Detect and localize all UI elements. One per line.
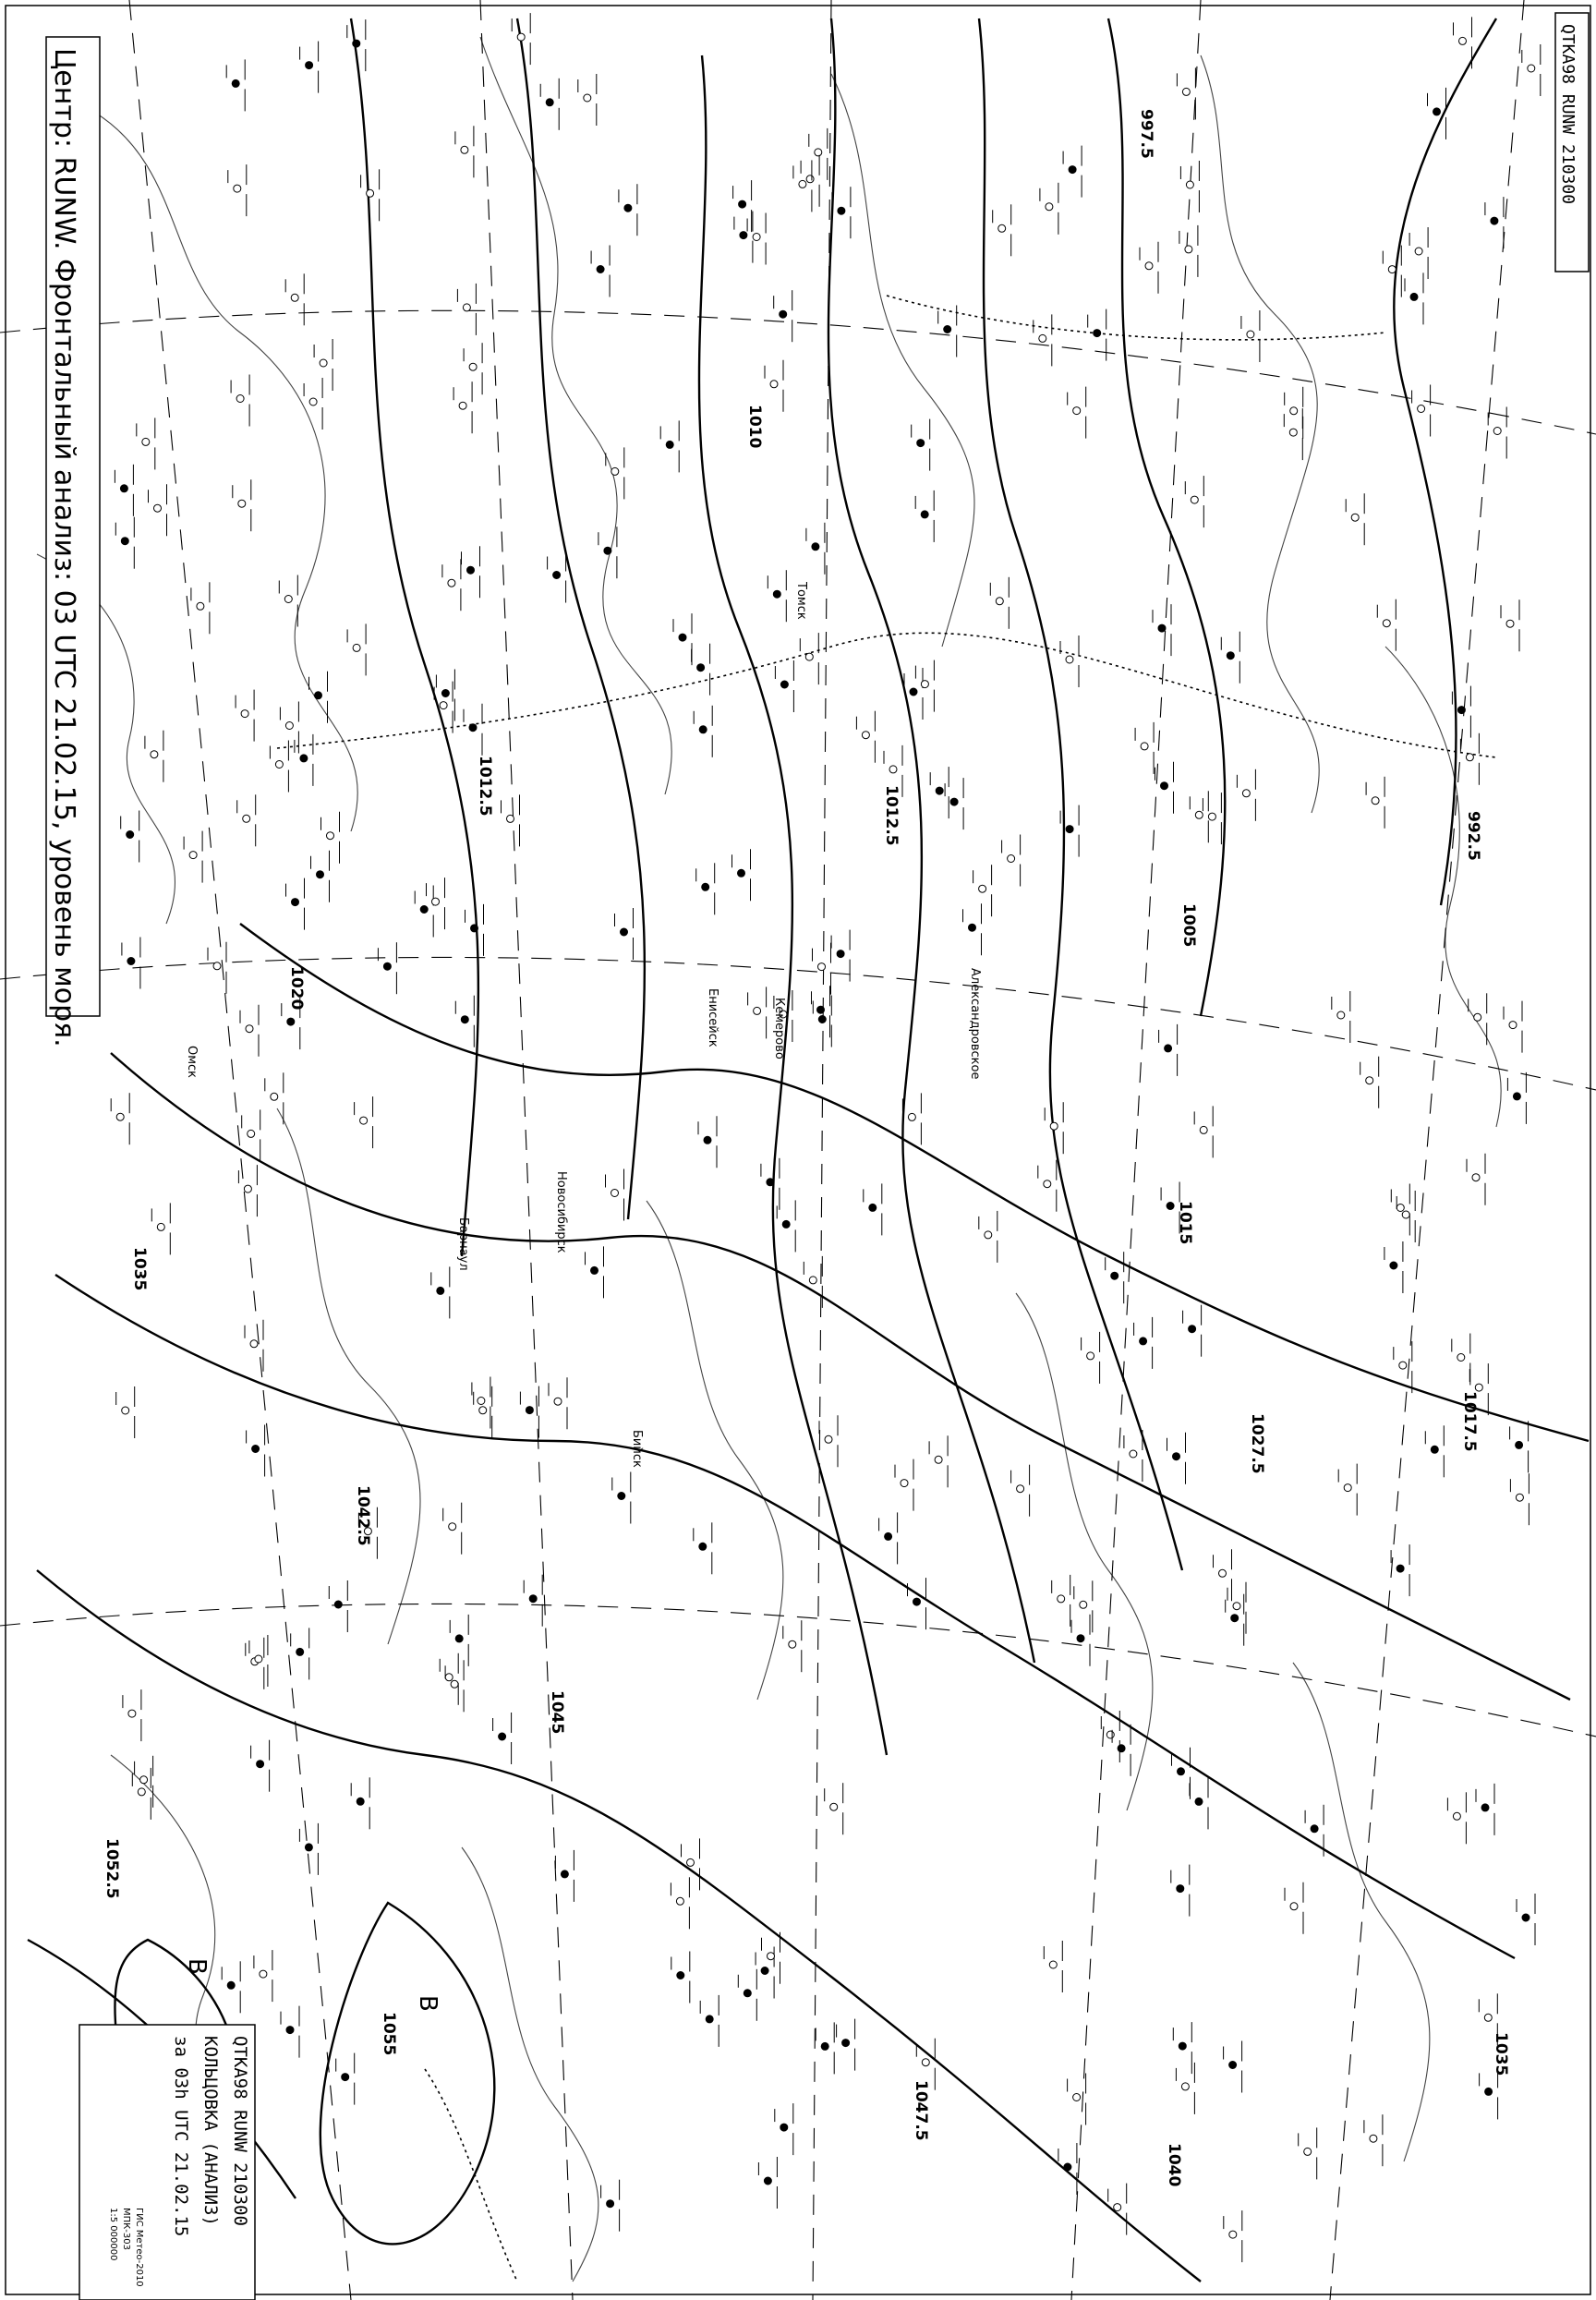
station-plot: [453, 381, 472, 433]
station-plot: [732, 849, 751, 901]
station-plot: [145, 731, 163, 782]
isobar-label: 1035: [1492, 2032, 1510, 2076]
station-plot: [692, 644, 710, 696]
isobars: [28, 18, 1589, 2282]
isobar-label: 1055: [380, 2012, 398, 2056]
station-plot: [1058, 2143, 1077, 2195]
station-plot: [761, 1158, 780, 1210]
station-plot: [450, 1615, 468, 1666]
stamp-line-3: за 03h UTC 21.02.15: [171, 2036, 191, 2237]
station-plot: [304, 378, 322, 430]
isobar-label: 1045: [548, 1690, 566, 1735]
station-plot: [265, 1072, 284, 1124]
station-plot: [1391, 1184, 1409, 1236]
header-code: QTKA98 RUNW 210300: [1558, 24, 1578, 205]
station-plot: [1405, 272, 1423, 324]
station-plot: [1522, 44, 1541, 96]
station-plot: [747, 213, 766, 265]
station-plot: [591, 246, 610, 297]
station-plot: [1190, 791, 1208, 842]
station-plot: [1052, 1575, 1070, 1627]
station-plot: [660, 420, 679, 472]
station-plot: [1452, 1334, 1470, 1386]
station-plot: [1038, 1160, 1057, 1212]
station-plot: [1409, 227, 1428, 279]
station-plot: [606, 1169, 624, 1221]
station-plot: [1510, 1473, 1529, 1525]
station-plot: [184, 831, 202, 883]
station-plot: [1467, 1154, 1485, 1205]
station-plot: [415, 886, 433, 938]
station-plot: [281, 2006, 299, 2058]
station-plot: [929, 1435, 948, 1487]
station-plot: [540, 79, 559, 130]
station-plot: [1447, 1792, 1466, 1844]
station-plot: [1476, 1784, 1494, 1835]
station-plot: [242, 1109, 260, 1161]
station-plot: [1377, 599, 1396, 651]
isobar-label: 1052.5: [103, 1838, 121, 1899]
station-plot: [1299, 2127, 1317, 2179]
isobar-label: 1005: [1179, 903, 1198, 948]
station-plot: [765, 360, 783, 412]
station-plot: [993, 204, 1011, 256]
place-label: Томск: [794, 582, 808, 620]
isobar-label: 1017.5: [1460, 1391, 1479, 1452]
place-label: Александровское: [968, 968, 982, 1080]
isobar-label: 1027.5: [1248, 1413, 1266, 1474]
isobar-label: 992.5: [1464, 811, 1482, 861]
station-plot: [768, 570, 786, 622]
stamp-box: [79, 2025, 255, 2300]
isobar-label: 997.5: [1137, 109, 1155, 159]
station-plot: [832, 187, 851, 238]
station-plot: [945, 778, 963, 829]
station-plot: [1135, 722, 1154, 774]
station-plot: [548, 551, 566, 603]
station-plot: [1366, 777, 1384, 829]
station-plot: [1190, 1777, 1208, 1829]
header-code-box: [1555, 13, 1589, 272]
station-plot: [915, 660, 934, 712]
station-plot: [137, 418, 155, 469]
station-plot: [347, 19, 366, 71]
station-plot: [619, 184, 637, 236]
station-plot: [990, 577, 1009, 629]
station-plot: [775, 660, 793, 712]
station-plot: [336, 2053, 355, 2105]
station-plot: [908, 1578, 926, 1629]
station-plot: [1002, 835, 1021, 887]
place-label: Новосибирск: [554, 1171, 568, 1253]
station-plot: [606, 447, 624, 499]
station-plot: [1112, 1725, 1130, 1776]
station-plot: [1063, 146, 1082, 198]
station-plot: [774, 290, 792, 342]
station-plot: [694, 1522, 712, 1574]
station-plot: [671, 1877, 689, 1929]
station-plot: [1224, 2210, 1242, 2262]
station-plot: [1203, 793, 1221, 844]
station-plot: [837, 2019, 855, 2071]
place-label: Кемерово: [772, 998, 786, 1059]
stamp-line-1: QTKA98 RUNW 210300: [230, 2036, 250, 2226]
station-plot: [237, 794, 256, 846]
station-plot: [455, 996, 474, 1047]
title-box: [46, 37, 100, 1047]
station-plot: [351, 1777, 369, 1829]
station-plot: [238, 1165, 257, 1217]
station-plot: [1167, 1433, 1186, 1484]
station-plot: [254, 1950, 272, 2002]
station-plot: [748, 987, 767, 1038]
station-plot: [464, 343, 482, 394]
station-plot: [879, 1512, 898, 1564]
place-label: Барнаул: [456, 1217, 470, 1271]
chart-title: Центр: RUNW. Фронтальный анализ: 03 UTC 21.02.15, уровень моря.: [48, 48, 80, 1047]
station-plot: [806, 523, 825, 575]
high-center-label: B: [414, 1995, 441, 2012]
station-plot: [825, 1783, 843, 1834]
station-plot: [1510, 1421, 1529, 1472]
station-plot: [1237, 769, 1255, 821]
isobar-label: 1012.5: [882, 785, 901, 846]
station-plot: [347, 623, 366, 675]
station-plot: [963, 903, 982, 955]
station-plot: [1011, 1465, 1030, 1517]
station-plot: [904, 668, 923, 720]
station-plot: [280, 702, 298, 754]
station-plot: [733, 180, 752, 232]
station-plot: [1194, 1106, 1213, 1157]
station-plot: [1214, 1549, 1232, 1601]
station-plot: [512, 13, 530, 65]
station-plot: [1171, 1865, 1190, 1917]
station-plot: [474, 1386, 492, 1438]
station-plot: [1071, 1615, 1090, 1666]
station-plot: [291, 1628, 309, 1679]
station-plot: [311, 851, 330, 902]
isobar-label: 1020: [287, 966, 306, 1011]
station-plot: [819, 1415, 838, 1467]
station-plot: [856, 711, 875, 763]
isobar-label: 1047.5: [912, 2080, 930, 2141]
station-plot: [502, 794, 520, 846]
station-plot: [1185, 476, 1203, 527]
station-plot: [1396, 1191, 1415, 1242]
station-plot: [1060, 636, 1079, 687]
station-plot: [762, 1932, 780, 1984]
station-plot: [1153, 604, 1171, 656]
station-plot: [226, 59, 245, 111]
station-plot: [1173, 2022, 1191, 2074]
station-plot: [1183, 1305, 1202, 1357]
station-plot: [1507, 1072, 1526, 1124]
station-plot: [973, 865, 992, 916]
station-plot: [208, 942, 226, 994]
station-plot: [895, 1459, 913, 1511]
station-plot: [694, 706, 712, 757]
station-plot: [700, 1995, 719, 2047]
station-plot: [329, 1580, 347, 1632]
station-plot: [1045, 1102, 1063, 1154]
station-plot: [236, 690, 254, 742]
station-plot: [228, 164, 247, 216]
station-plot: [912, 419, 930, 471]
station-plot: [1140, 242, 1158, 294]
isobar-label: 1035: [130, 1247, 149, 1291]
station-plot: [938, 306, 957, 357]
station-plot: [1346, 493, 1364, 545]
station-plot: [804, 1256, 822, 1308]
station-plot: [233, 479, 251, 531]
station-plot: [734, 212, 753, 263]
station-plot: [151, 1203, 170, 1254]
station-plot: [1360, 1057, 1379, 1108]
station-plot: [222, 1961, 240, 2013]
station-plot: [673, 613, 692, 665]
station-plot: [698, 1116, 717, 1168]
station-plot: [1179, 225, 1198, 277]
station-plot: [1485, 197, 1504, 248]
station-plot: [149, 484, 167, 536]
station-plot: [520, 1386, 538, 1438]
stamp-line-4: ГИС Метео-2010: [134, 2208, 144, 2287]
station-plot: [279, 575, 297, 627]
map-labels: [103, 109, 1510, 2186]
station-plot: [1159, 1024, 1178, 1076]
stamp-line-5: МПК-303: [121, 2208, 131, 2250]
station-plot: [1124, 1430, 1143, 1482]
station-plot: [1425, 1425, 1444, 1477]
station-plot: [696, 863, 715, 914]
place-label: Бийск: [630, 1430, 644, 1468]
station-plot: [378, 942, 396, 994]
station-plot: [816, 2022, 834, 2074]
fronts: [277, 296, 1496, 2282]
station-plot: [1501, 599, 1519, 651]
station-plot: [321, 812, 340, 864]
station-plot: [122, 938, 140, 989]
station-plot: [1241, 310, 1260, 362]
station-plot: [115, 465, 133, 516]
station-plot: [1082, 1332, 1100, 1384]
station-plot: [864, 1183, 882, 1235]
station-plot: [601, 2180, 620, 2232]
station-plot: [493, 1713, 512, 1764]
station-plot: [309, 672, 328, 723]
isobar-label: 1042.5: [354, 1485, 372, 1546]
high-center-label: B: [183, 1958, 211, 1975]
station-plot: [251, 1740, 270, 1792]
station-plot: [615, 908, 634, 960]
station-plot: [578, 74, 597, 126]
station-plot: [979, 1211, 998, 1263]
station-plot: [1504, 1001, 1522, 1053]
station-plot: [1221, 632, 1239, 684]
station-plot: [1088, 309, 1106, 361]
station-plot: [612, 1472, 631, 1524]
station-plot: [457, 284, 476, 335]
station-plot: [800, 633, 818, 684]
station-plot: [783, 1620, 802, 1672]
station-plot: [793, 160, 812, 212]
station-plot: [1364, 2114, 1383, 2166]
place-label: Омск: [185, 1046, 199, 1079]
station-plot: [1227, 1582, 1246, 1634]
station-plot: [443, 1503, 462, 1555]
station-plot: [1517, 1894, 1535, 1945]
station-plot: [445, 1660, 464, 1712]
station-plot: [285, 273, 304, 325]
station-plot: [930, 767, 949, 818]
station-plot: [123, 1689, 141, 1741]
station-plot: [121, 811, 139, 863]
station-plot: [813, 996, 831, 1047]
station-plot: [1224, 2041, 1242, 2093]
station-plot: [111, 1093, 129, 1144]
station-plot: [240, 1005, 259, 1057]
station-plot: [191, 582, 210, 634]
station-plot: [1391, 1544, 1409, 1596]
station-plot: [1044, 1941, 1062, 1992]
station-plot: [246, 1638, 264, 1689]
isobar-label: 1015: [1176, 1201, 1194, 1245]
station-plot: [286, 878, 305, 930]
station-plot: [135, 1756, 153, 1808]
station-plot: [314, 339, 332, 391]
station-plot: [464, 704, 482, 756]
station-plot: [466, 904, 484, 956]
station-plot: [231, 375, 249, 427]
station-plot: [586, 1246, 604, 1298]
station-plot: [1284, 408, 1302, 460]
station-observations: [111, 13, 1541, 2262]
station-plot: [1034, 314, 1052, 366]
station-plot: [812, 986, 830, 1037]
isobar-label: 1012.5: [476, 756, 494, 817]
station-plot: [247, 1425, 265, 1477]
station-plot: [1040, 183, 1058, 235]
station-plot: [1384, 1241, 1403, 1293]
station-plot: [915, 490, 934, 542]
station-plot: [295, 734, 313, 786]
station-plot: [115, 517, 134, 569]
place-label: Енисейск: [706, 988, 719, 1047]
station-plot: [1180, 161, 1199, 212]
station-plot: [524, 1575, 542, 1627]
station-plot: [1177, 67, 1195, 119]
station-plot: [1134, 1317, 1153, 1369]
station-plot: [902, 1093, 921, 1144]
station-plot: [549, 1377, 567, 1429]
station-plot: [116, 1386, 135, 1438]
stamp-line-6: 1:5 000000: [108, 2208, 118, 2261]
station-plot: [462, 546, 480, 598]
station-plot: [1285, 1882, 1303, 1934]
station-plot: [1338, 1464, 1357, 1516]
isobar-label: 1040: [1165, 2143, 1183, 2187]
station-plot: [355, 1096, 373, 1148]
station-plot: [738, 1969, 756, 2021]
station-plot: [300, 42, 319, 93]
station-plot: [671, 1952, 690, 2003]
station-plot: [1332, 991, 1350, 1043]
station-plot: [1226, 1594, 1244, 1646]
station-plot: [440, 1653, 458, 1705]
station-plot: [813, 943, 831, 995]
station-plot: [431, 1266, 450, 1318]
station-plot: [1469, 993, 1487, 1045]
station-plot: [472, 1377, 490, 1429]
station-plot: [455, 126, 474, 177]
station-plot: [775, 2103, 793, 2155]
station-plot: [1460, 733, 1479, 785]
stamp-line-2: КОЛЬЦОВКА (АНАЛИЗ): [200, 2036, 221, 2226]
station-plot: [427, 878, 445, 929]
isobar-label: 1010: [745, 405, 764, 449]
station-plot: [758, 2157, 777, 2209]
station-plot: [1068, 387, 1086, 439]
station-plot: [442, 559, 461, 611]
station-plot: [555, 1850, 574, 1902]
station-plot: [1454, 17, 1472, 68]
